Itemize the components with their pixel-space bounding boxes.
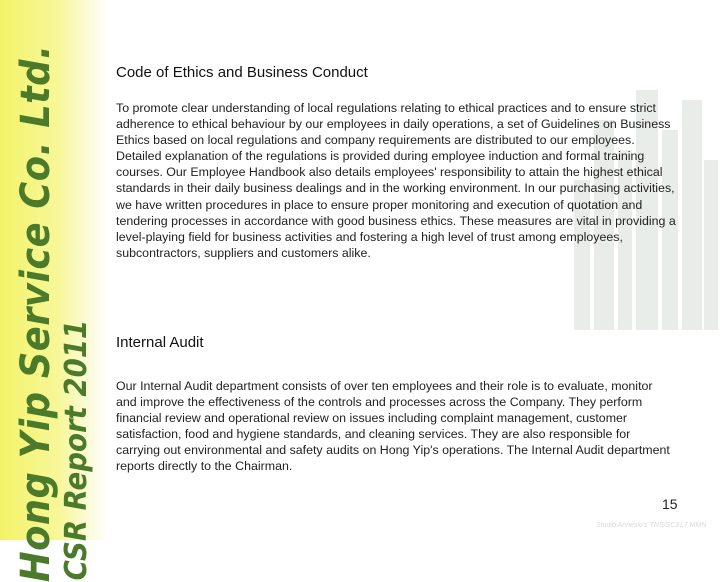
page-number: 15	[662, 496, 678, 512]
brand-vertical-title	[13, 0, 95, 582]
section-body-internal-audit: Our Internal Audit department consists of over ten employees and their role is to evaluate, monitor and improve the effectiveness of the controls and processes across the Company. They perform financial review and operational review on issues including complaint management, customer satisfaction, food and hygiene standards, and cleaning services. They are also responsible for carrying out environmental and safety audits on Hong Yip's operations. The Internal Audit department reports directly to the Chairman.	[116, 379, 670, 474]
section-title-internal-audit: Internal Audit	[116, 334, 204, 351]
brand-sidebar	[0, 0, 108, 582]
report-title: CSR Report 2011	[59, 319, 94, 581]
section-title-code-of-ethics: Code of Ethics and Business Conduct	[116, 64, 368, 81]
section-body-code-of-ethics: To promote clear understanding of local regulations relating to ethical practices and to ensure strict adherence to ethical behaviour by our employees in daily operations, a set of Guidelines on Business Ethics based on local regulations and company requirements are distributed to our employees. Detailed explanation of the regulations is provided during employee induction and formal training courses. Our Employee Handbook also details employees' responsibility to attain the highest ethical standards in their daily business dealings and in the working environment. In our purchasing activities, we have written procedures in place to ensure proper monitoring and execution of quotation and tendering processes in accordance with good business ethics. These measures are vital in providing a level-playing field for business activities and fostering a high level of trust among employees, subcontractors, suppliers and customers alike.	[116, 101, 676, 260]
company-name: Hong Yip Service Co. Ltd.	[13, 44, 59, 582]
footer-watermark-text: Studio Anneslo's TNS/SCXL7 MMN	[596, 522, 707, 529]
